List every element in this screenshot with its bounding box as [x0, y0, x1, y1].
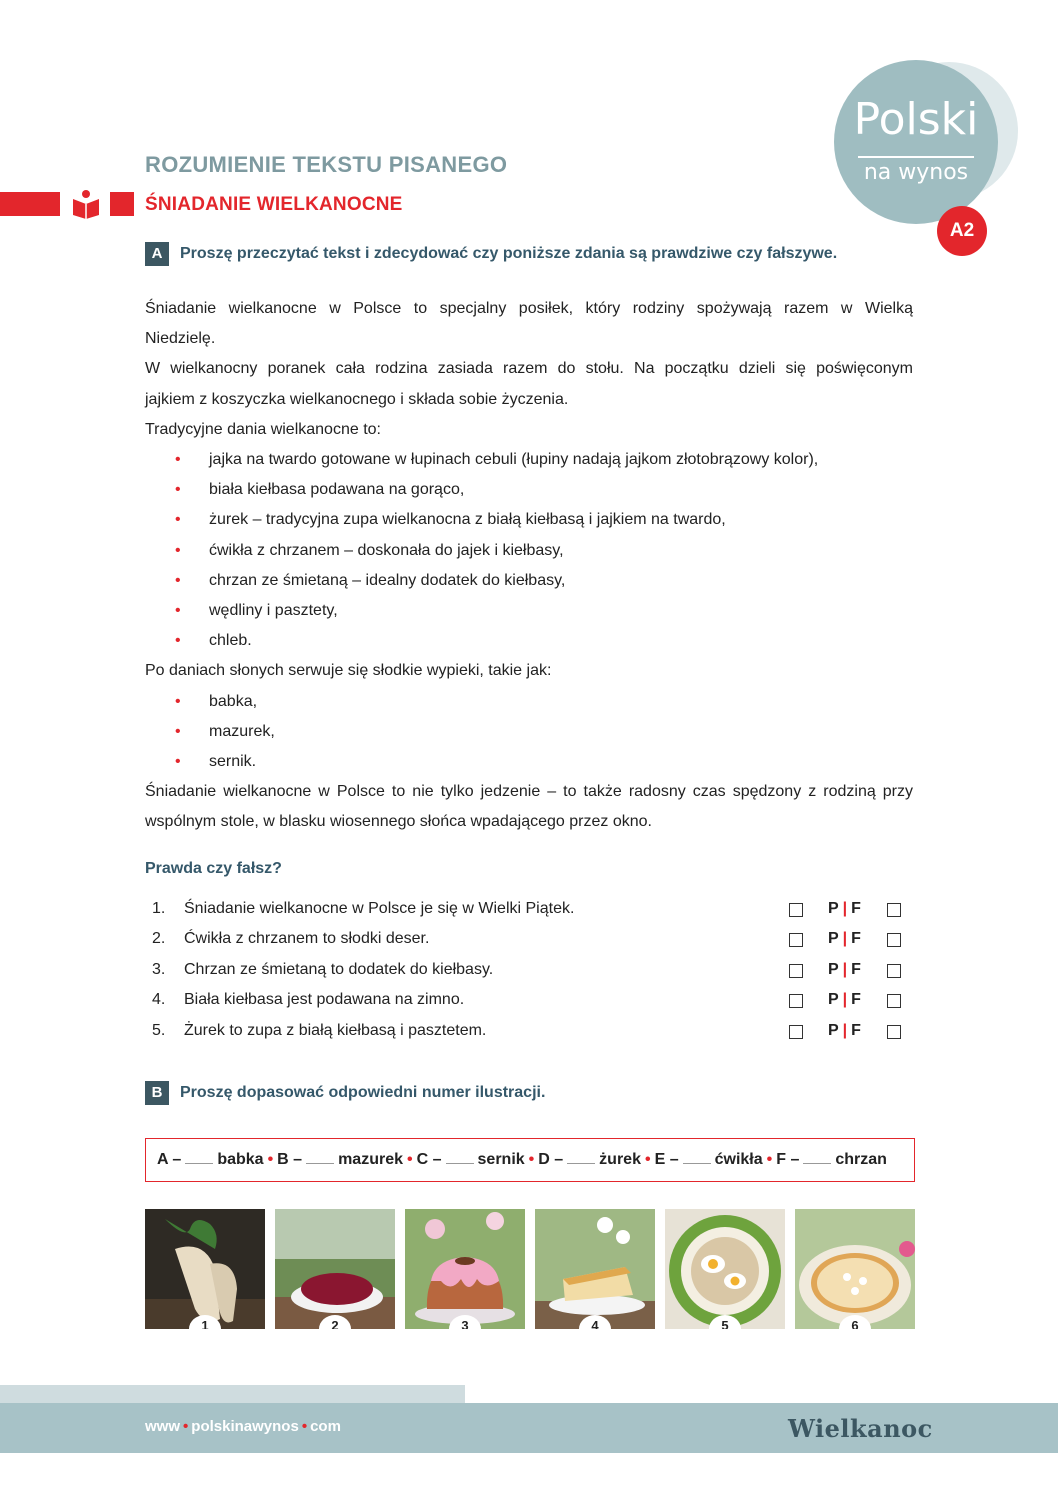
true-false-row: [145, 894, 915, 924]
statement-number: 4.: [152, 991, 166, 1008]
match-word: sernik: [477, 1151, 525, 1168]
answer-blank[interactable]: [185, 1149, 213, 1164]
image-mazurek: [795, 1209, 915, 1329]
true-false-row: [145, 924, 915, 954]
reading-paragraph: wspólnym stole, w blasku wiosennego słońca wpadającego przez okno.: [145, 813, 652, 831]
answer-blank[interactable]: [803, 1149, 831, 1164]
true-checkbox[interactable]: [789, 933, 803, 947]
statement-text: Chrzan ze śmietaną to dodatek do kiełbasy.: [184, 961, 494, 978]
false-checkbox[interactable]: [887, 994, 901, 1008]
match-letter: E –: [654, 1151, 679, 1168]
image-zurek: [665, 1209, 785, 1329]
task-a-instruction: Proszę przeczytać tekst i zdecydować czy poniższe zdania są prawdziwe czy fałszywe.: [180, 245, 838, 262]
logo-underline: [858, 156, 974, 158]
bullet-icon: •: [175, 753, 181, 771]
dishes-list: [145, 445, 913, 656]
reading-text: [145, 294, 913, 838]
separator-dot-icon: •: [267, 1151, 274, 1168]
pf-label: P | F: [828, 961, 861, 978]
true-checkbox[interactable]: [789, 903, 803, 917]
true-checkbox[interactable]: [789, 964, 803, 978]
list-item: • babka,: [145, 687, 913, 717]
pf-label: P | F: [828, 991, 861, 1008]
list-item: • ćwikła z chrzanem – doskonała do jajek i kiełbasy,: [145, 536, 913, 566]
reading-paragraph: Tradycyjne dania wielkanocne to:: [145, 420, 381, 438]
true-checkbox[interactable]: [789, 994, 803, 1008]
false-checkbox[interactable]: [887, 933, 901, 947]
section-title: ROZUMIENIE TEKSTU PISANEGO: [145, 152, 508, 177]
bullet-icon: •: [175, 692, 181, 710]
separator-dot-icon: •: [644, 1151, 651, 1168]
reading-paragraph: Śniadanie wielkanocne w Polsce to specjalny posiłek, który rodziny spożywają razem w Wielką: [145, 300, 913, 317]
decor-red-bar: [0, 192, 60, 216]
pf-label: P | F: [828, 1022, 861, 1039]
logo: [834, 60, 998, 224]
task-b-instruction: Proszę dopasować odpowiedni numer ilustracji.: [180, 1084, 546, 1101]
dot-separator-icon: •: [301, 1418, 308, 1435]
match-word: ćwikła: [714, 1151, 763, 1168]
reading-paragraph: W wielkanocny poranek cała rodzina zasiada razem do stołu. Na początku dzieli się poświęconym: [145, 360, 913, 378]
image-babka: [405, 1209, 525, 1329]
statement-text: Ćwikła z chrzanem to słodki deser.: [184, 930, 430, 947]
match-letter: F –: [776, 1151, 800, 1168]
statement-text: Żurek to zupa z białą kiełbasą i pasztetem.: [184, 1022, 487, 1039]
footer-title: Wielkanoc: [788, 1414, 933, 1443]
pf-label: P | F: [828, 930, 861, 947]
match-word: mazurek: [338, 1151, 403, 1168]
decor-red-square: [110, 192, 134, 216]
bullet-icon: •: [175, 481, 181, 499]
image-horseradish: [145, 1209, 265, 1329]
image-number: 6: [839, 1315, 871, 1329]
reading-paragraph: jajkiem z koszyczka wielkanocnego i składa sobie życzenia.: [145, 390, 569, 408]
answer-blank[interactable]: [306, 1149, 334, 1164]
false-checkbox[interactable]: [887, 964, 901, 978]
image-number: 4: [579, 1315, 611, 1329]
bullet-icon: •: [175, 722, 181, 740]
statement-text: Śniadanie wielkanocne w Polsce je się w Wielki Piątek.: [184, 900, 575, 917]
answer-blank[interactable]: [683, 1149, 711, 1164]
match-letter: B –: [277, 1151, 303, 1168]
image-beetroot-salad: [275, 1209, 395, 1329]
bullet-icon: •: [175, 571, 181, 589]
match-letter: D –: [538, 1151, 564, 1168]
true-false-title: Prawda czy fałsz?: [145, 860, 282, 877]
list-item: • mazurek,: [145, 717, 913, 747]
task-a-badge: A: [145, 242, 169, 266]
bullet-icon: •: [175, 541, 181, 559]
bullet-icon: •: [175, 632, 181, 650]
match-word: żurek: [599, 1151, 641, 1168]
image-number: 5: [709, 1315, 741, 1329]
answer-blank[interactable]: [446, 1149, 474, 1164]
false-checkbox[interactable]: [887, 1025, 901, 1039]
statement-number: 1.: [152, 900, 166, 917]
statement-number: 2.: [152, 930, 166, 947]
logo-title: Polski: [853, 94, 979, 145]
match-word: babka: [217, 1151, 264, 1168]
list-item: • biała kiełbasa podawana na gorąco,: [145, 475, 913, 505]
list-item: • żurek – tradycyjna zupa wielkanocna z białą kiełbasą i jajkiem na twardo,: [145, 505, 913, 535]
false-checkbox[interactable]: [887, 903, 901, 917]
match-letter: A –: [157, 1151, 182, 1168]
separator-dot-icon: •: [528, 1151, 535, 1168]
true-checkbox[interactable]: [789, 1025, 803, 1039]
match-letter: C –: [416, 1151, 442, 1168]
sweets-list: [145, 687, 913, 778]
open-book-icon: [70, 188, 102, 220]
list-item: • sernik.: [145, 747, 913, 777]
footer-accent-bar: [0, 1385, 465, 1403]
statement-text: Biała kiełbasa jest podawana na zimno.: [184, 991, 465, 1008]
reading-paragraph: Po daniach słonych serwuje się słodkie wypieki, takie jak:: [145, 662, 552, 680]
reading-paragraph: Śniadanie wielkanocne w Polsce to nie tylko jedzenie – to także radosny czas spędzony z rodziną przy: [145, 783, 913, 801]
list-item: • chleb.: [145, 626, 913, 656]
matching-box: [145, 1138, 915, 1182]
match-word: chrzan: [835, 1151, 887, 1168]
pf-label: P | F: [828, 900, 861, 917]
true-false-row: [145, 985, 915, 1015]
bullet-icon: •: [175, 511, 181, 529]
list-item: • wędliny i pasztety,: [145, 596, 913, 626]
image-number: 1: [189, 1315, 221, 1329]
reading-paragraph: Niedzielę.: [145, 330, 216, 348]
true-false-row: [145, 955, 915, 985]
level-badge: A2: [937, 206, 987, 256]
bullet-icon: •: [175, 451, 181, 469]
list-item: • chrzan ze śmietaną – idealny dodatek do kiełbasy,: [145, 566, 913, 596]
logo-subtitle: na wynos: [863, 160, 969, 185]
dot-separator-icon: •: [183, 1418, 189, 1435]
list-item: • jajka na twardo gotowane w łupinach cebuli (łupiny nadają jajkom złotobrązowy kolor),: [145, 445, 913, 475]
separator-dot-icon: •: [766, 1151, 773, 1168]
page-subtitle: ŚNIADANIE WIELKANOCNE: [145, 194, 403, 215]
image-number: 3: [449, 1315, 481, 1329]
statement-number: 5.: [152, 1022, 166, 1039]
answer-blank[interactable]: [567, 1149, 595, 1164]
image-number: 2: [319, 1315, 351, 1329]
true-false-row: [145, 1016, 915, 1046]
footer-website-link[interactable]: www • polskinawynos • com: [145, 1418, 341, 1435]
image-cheesecake: [535, 1209, 655, 1329]
task-b-badge: B: [145, 1081, 169, 1105]
statement-number: 3.: [152, 961, 166, 978]
separator-dot-icon: •: [407, 1151, 413, 1168]
bullet-icon: •: [175, 602, 181, 620]
